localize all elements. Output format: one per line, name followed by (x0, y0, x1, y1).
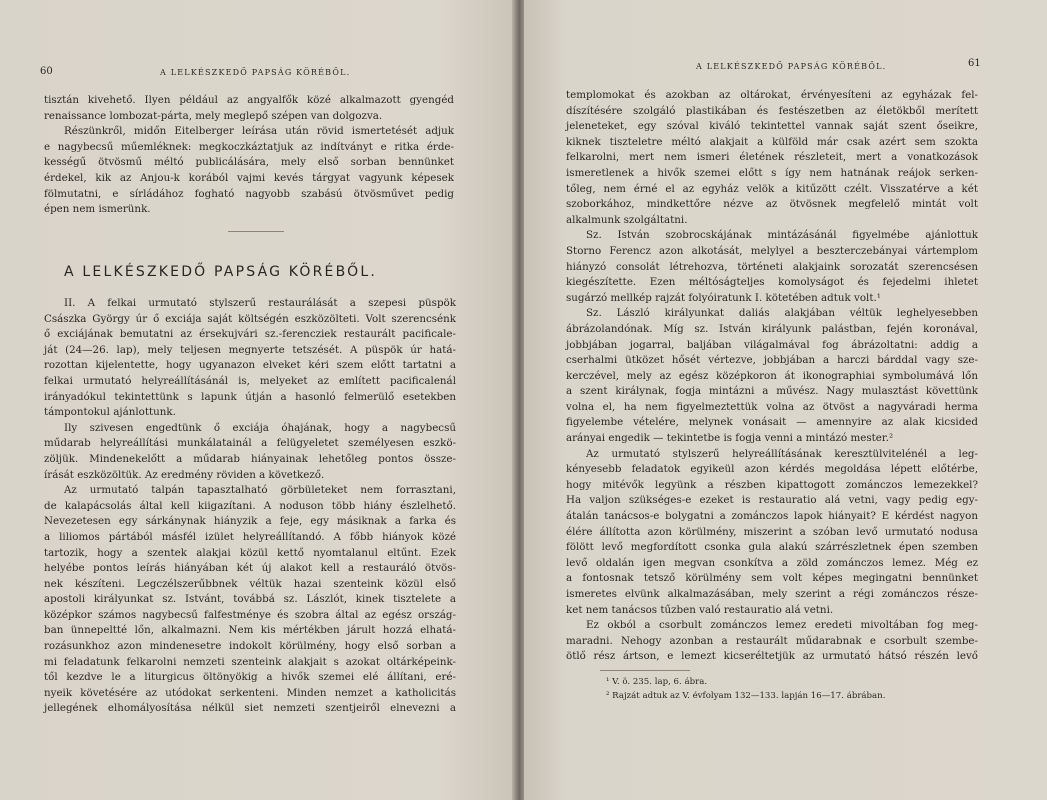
section-divider (228, 231, 284, 232)
text-line: de kalapácsolás által kell kiigazítani. A noduson több hiány észlelhető. (44, 499, 456, 512)
text-line: felkai urmutató helyreállításánál is, melyeket az említett pacificalenál (44, 374, 456, 387)
text-line: szoborkához, mindkettőre nézve az ötvösnek megfelelő mintát volt (566, 198, 978, 211)
text-line: felkarolni, mert nem ismeri életének részleteit, mert a vonatkozások (566, 151, 978, 164)
text-line: Részünkről, midőn Eitelberger leírása után rövid ismertetését adjuk (64, 125, 454, 138)
text-line: mi feladatunk felkarolni nemzeti szenteink alakjait s azokat oltárképeink- (44, 655, 456, 668)
text-line: jellegének elhomályosítása nélkül siet nemzeti szentjeiről elnevezni a (44, 702, 456, 715)
text-line: kerczével, mely az egész középkoron át ikonographiai symbolumává lőn (566, 369, 978, 382)
text-line: II. A felkai urmutató stylszerű restaurálását a szepesi püspök (64, 297, 456, 309)
text-line: a fontosnak tetsző körülmény sem volt képes megingatni bennünket (566, 572, 978, 585)
text-line: levő oldalán igen megvan csonkítva a zöld zománczos lemez. Még ez (566, 556, 978, 569)
left-page (0, 0, 516, 800)
text-line: ját (24—26. lap), mely teljesen megnyerte tetszését. A püspök úr hatá- (44, 343, 456, 356)
text-line: ban ünnepeltté lőn, alkalmazni. Nem kis mértékben járult hozzá elhatá- (44, 624, 456, 637)
text-line: a liliomos pártából másfél izület helyreállítandó. A főbb hiányok közé (44, 530, 456, 543)
text-line: Sz. László királyunkat daliás alakjában véltük leghelyesebben (586, 307, 978, 320)
right-page-number: 61 (968, 58, 981, 69)
text-line: kiegészítette. Ezen méltóságteljes komolyságot és fejedelmi ihletet (566, 276, 978, 289)
text-line: Nevezetesen egy sárkánynak hiányzik a feje, egy másiknak a farka és (44, 515, 456, 528)
text-line: irányadókul tekintettünk s lapunk útján a hasonló felmerülő esetekben (44, 390, 456, 403)
footnote-rule (600, 670, 690, 671)
text-line: arányai engedik — tekintetbe is fogja venni a mintázó mester.² (566, 432, 894, 445)
text-line: érdekel, kik az Anjou-k korából vajmi kevés tárgyat vagyunk képesek (44, 171, 454, 184)
text-line: figyelembe vételére, melynek vonásait — amennyire az alak kicsided (566, 416, 978, 429)
text-line: helyébe pontos leírás hiányában két új alakot kell a restauráló ötvös- (44, 562, 456, 575)
text-line: jeleneteket, egy szóval kiváló tekintettel vannak saját szent őseikre, (566, 120, 978, 133)
text-line: átalán tanácsos-e bolygatni a zománczos lapok hiányait? E kérdést nagyon (566, 510, 978, 523)
text-line: fölmutatni, e sírládához fogható nagyobb szabású ötvösművet pedig (44, 187, 454, 200)
text-line: volna el, ha nem figyelmeztettük volna az ötvöst a nagyváradi herma (566, 400, 978, 413)
section-title: A LELKÉSZKEDŐ PAPSÁG KÖRÉBŐL. (64, 264, 378, 280)
text-line: támpontokul ajánlottunk. (44, 406, 176, 419)
right-running-head: A LELKÉSZKEDŐ PAPSÁG KÖRÉBŐL. (696, 62, 887, 71)
text-line: Storno Ferencz azon alkotását, melylyel a beszterczebányai vártemplom (566, 244, 978, 257)
footnote: ¹ V. ö. 235. lap, 6. ábra. (606, 677, 708, 687)
text-line: műdarab helyreállítási munkálatainál a felügyeletet személyesen eszkö- (44, 437, 456, 450)
text-line: ábrázolandónak. Míg sz. István királyunk palástban, fején koronával, (566, 322, 978, 335)
text-line: maradni. Nehogy azonban a restaurált műdarabnak e csorbult szembe- (566, 634, 978, 647)
text-line: középkor számos nagybecsű falfestménye és szobra által az egész ország- (44, 608, 456, 621)
text-line: Sz. István szobrocskájának mintázásánál figyelmébe ajánlottuk (586, 229, 978, 242)
text-line: ismeretlenek a hivők szemei előtt s így nem hatnának reájok serken- (566, 166, 978, 179)
text-line: renaissance lombozat-párta, mely meglepő szépen van dolgozva. (44, 109, 383, 122)
text-line: ket nem tanácsos tűzben való restauratio alá vetni. (566, 603, 834, 616)
text-line: apostoli királyunkat sz. Istvánt, továbbá sz. Lászlót, kinek tisztelete a (44, 593, 456, 606)
text-line: kényesebb feladatok egyikeül azon kérdés megoldása lépett előtérbe, (566, 463, 978, 476)
text-line: nek készíteni. Legczélszerűbbnek véltük hazai szenteink közül első (44, 577, 456, 590)
text-line: templomokat és azokban az oltárokat, érvényesíteni az egyházak fel- (566, 89, 978, 101)
text-line: Ha valjon szükséges-e ezeket is restauratio alá vetni, vagy pedig egy- (566, 494, 978, 507)
text-line: alkalmunk szolgáltatni. (566, 213, 688, 226)
left-page-number: 60 (40, 66, 53, 77)
text-line: a szent királynak, fogja mintázni a művész. Nagy mulasztást követtünk (566, 385, 978, 398)
text-line: e nagybecsű műemléknek: megkoczkáztatjuk az indítványt e ritka érde- (44, 140, 454, 153)
text-line: Az urmutató talpán tapasztalható görbületeket nem forrasztani, (64, 484, 456, 497)
text-line: zöljük. Mindenekelőtt a műdarab hiányainak lehetőleg pontos össze- (44, 452, 456, 465)
text-line: jobbjában jogarral, baljában világalmával fog ábrázoltatni: addig a (566, 338, 978, 351)
text-line: Császka György úr ő exciája saját költségén eszközölteti. Volt szerencsénk (44, 312, 456, 325)
text-line: épen nem ismerünk. (44, 203, 151, 216)
text-line: ötlő rész ártson, e lemezt kicseréltetjük az urmutató hátsó részén levő (566, 650, 978, 663)
text-line: ismeretes elvünk alkalmazásában, mely szerint a régi zománczos része- (566, 588, 978, 600)
text-line: tőleg, nem érné el az egyház velök a kitűzött czélt. Visszatérve a két (566, 182, 978, 195)
text-line: hiányzó consolát létrehozva, történeti alakjaink sorozatát szerencsésen (566, 260, 978, 273)
text-line: től kezdve le a liturgicus öltönyökig a hivők szemei elé állítani, eré- (44, 671, 456, 684)
text-line: rozásunkhoz azon mindenesetre indokolt körülmény, hogy első sorban a (44, 640, 456, 653)
text-line: írását eszközöltük. Az eredmény röviden a következő. (44, 468, 325, 481)
text-line: cserhalmi ütközet hősét vértezve, jobbjában a harczi bárddal vagy sze- (566, 354, 978, 367)
text-line: kiknek tiszteletre méltó alakjait a külföld már csak azért sem szokta (566, 135, 978, 148)
text-line: ő exciájának bemutatni az érsekujvári sz.-ferencziek restaurált pacificale- (44, 328, 456, 341)
right-body-text (566, 88, 978, 665)
footnotes (606, 675, 976, 703)
text-line: sugárzó mellkép rajzát folyóiratunk I. kötetében adtuk volt.¹ (566, 291, 881, 304)
text-line: Ez okból a csorbult zománczos lemez eredeti mivoltában fog meg- (586, 619, 978, 632)
left-intro-text (44, 93, 454, 218)
text-line: tartozik, hogy a szentek alakjai közül kettő nyomtalanul eltűnt. Ezek (44, 546, 456, 559)
text-line: élére állította azon körülmény, miszerint a szóban levő urmutató nodusa (566, 525, 978, 538)
text-line: nyeik követésére az utódokat serkenteni. Minden nemzet a katholicitás (44, 686, 456, 699)
text-line: Az urmutató stylszerű helyreállításának keresztülvitelénél a leg- (586, 447, 978, 460)
left-running-head: A LELKÉSZKEDŐ PAPSÁG KÖRÉBŐL. (160, 68, 351, 77)
text-line: kességű ötvösmű méltó publicálására, mely első sorban bennünket (44, 156, 454, 169)
left-body-text (44, 296, 456, 717)
text-line: hogy mitévők legyünk a részben kipattogott zománczos lemezekkel? (566, 478, 978, 491)
text-line: Ily szivesen engedtünk ő exciája óhajának, hogy a nagybecsű (64, 421, 456, 434)
text-line: díszítésére szolgáló plastikában és festészetben az életökből merített (566, 104, 978, 117)
text-line: fölött levő megfordított csonka gula alakú szárrészletnek épen szemben (566, 541, 978, 554)
text-line: rozottan kijelentette, hogy ugyanazon elveket kéri szem előtt tartatni a (44, 359, 456, 372)
footnote: ² Rajzát adtuk az V. évfolyam 132—133. lapján 16—17. ábrában. (606, 691, 886, 701)
text-line: tisztán kivehető. Ilyen például az angyalfők közé alkalmazott gyengéd (44, 94, 454, 106)
